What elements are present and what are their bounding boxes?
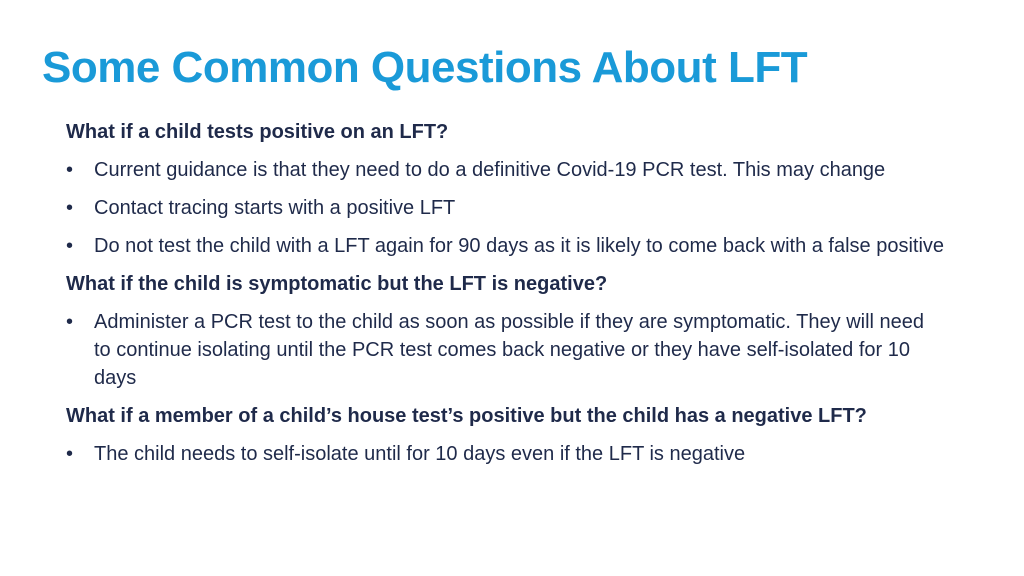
faq-question: What if a member of a child’s house test’s positive but the child has a negative LFT? — [66, 405, 867, 427]
answer-bullet — [66, 194, 946, 222]
answer-text: The child needs to self-isolate until for 10 days even if the LFT is negative — [94, 443, 746, 465]
answer-bullet — [66, 156, 946, 184]
answer-text: Current guidance is that they need to do a definitive Covid-19 PCR test. This may change — [94, 159, 886, 181]
page-title: Some Common Questions About LFT — [42, 43, 808, 92]
answer-bullet — [66, 440, 946, 468]
answer-text: Contact tracing starts with a positive LFT — [94, 197, 456, 219]
faq-question: What if a child tests positive on an LFT? — [66, 121, 449, 143]
bullet-icon: • — [66, 159, 74, 181]
answer-list — [66, 440, 946, 468]
answer-text: Administer a PCR test to the child as soon as possible if they are symptomatic. They will need to continue isolating until the PCR test comes back negative or they have self-isolated for 10 days — [94, 311, 925, 389]
answer-text: Do not test the child with a LFT again for 90 days as it is likely to come back with a false positive — [94, 235, 945, 257]
answer-bullet — [66, 232, 946, 260]
answer-bullet — [66, 308, 946, 392]
faq-section — [66, 270, 946, 392]
slide-content — [66, 118, 946, 478]
bullet-icon: • — [66, 311, 74, 333]
answer-list — [66, 156, 946, 260]
faq-section — [66, 118, 946, 260]
bullet-icon: • — [66, 443, 74, 465]
bullet-icon: • — [66, 197, 74, 219]
faq-section — [66, 402, 946, 468]
bullet-icon: • — [66, 235, 74, 257]
answer-list — [66, 308, 946, 392]
faq-question: What if the child is symptomatic but the LFT is negative? — [66, 273, 608, 295]
